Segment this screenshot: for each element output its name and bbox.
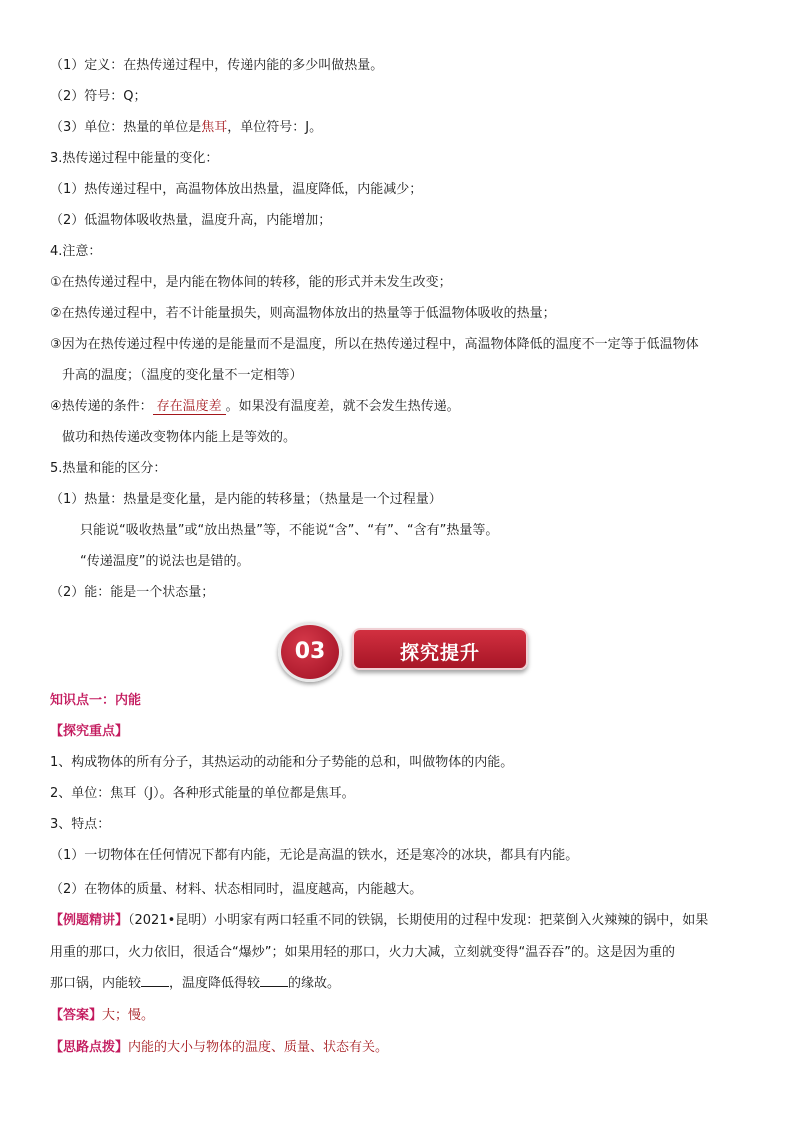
highlight-text: 焦耳: [201, 120, 228, 135]
heading: 5.热量和能的区分：: [50, 461, 167, 476]
text-line: （1）一切物体在任何情况下都有内能，无论是高温的铁水，还是寒冷的冰块，都具有内能。: [50, 848, 579, 863]
hint-text: 内能的大小与物体的温度、质量、状态有关。: [128, 1040, 389, 1055]
banner-number: 03: [294, 639, 326, 664]
text-line: [50, 119, 322, 137]
knowledge-point-title: 知识点一：内能: [50, 693, 142, 708]
section-banner: [278, 622, 530, 682]
text-line: [50, 398, 460, 416]
answer-blank: [260, 986, 288, 987]
text-line: 3、特点：: [50, 817, 111, 832]
heading: 4.注意：: [50, 244, 102, 259]
text-line: 2、单位：焦耳（J）。各种形式能量的单位都是焦耳。: [50, 786, 355, 801]
text-span: ④热传递的条件：: [50, 399, 153, 414]
hint-line: [50, 1039, 388, 1057]
example-label: 【例题精讲】: [50, 913, 129, 928]
example-line: [50, 975, 340, 993]
text-span: （2021•昆明）小明家有两口轻重不同的铁锅，长期使用的过程中发现：把菜倒入火辣辣的锅中，如果: [128, 913, 709, 928]
text-line: （1）定义：在热传递过程中，传递内能的多少叫做热量。: [50, 58, 384, 73]
focus-label: 【探究重点】: [50, 724, 129, 739]
hint-label: 【思路点拨】: [50, 1040, 129, 1055]
text-line: ①在热传递过程中，是内能在物体间的转移，能的形式并未发生改变；: [50, 275, 452, 290]
text-line: （2）低温物体吸收热量，温度升高，内能增加；: [50, 213, 332, 228]
example-line: [50, 912, 708, 930]
text-line: “传递温度”的说法也是错的。: [80, 554, 250, 569]
fill-answer: 存在温度差: [153, 399, 226, 415]
text-line: 升高的温度；（温度的变化量不一定相等）: [62, 368, 303, 383]
text-line: ②在热传递过程中，若不计能量损失，则高温物体放出的热量等于低温物体吸收的热量；: [50, 306, 556, 321]
text-span: ，温度降低得较: [169, 976, 261, 991]
text-line: 1、构成物体的所有分子，其热运动的动能和分子势能的总和，叫做物体的内能。: [50, 755, 514, 770]
answer-line: [50, 1007, 154, 1025]
text-span: ，单位符号：J。: [227, 120, 323, 135]
text-line: （1）热量：热量是变化量，是内能的转移量；（热量是一个过程量）: [50, 492, 442, 507]
text-span: 那口锅，内能较: [50, 976, 142, 991]
text-line: （2）能：能是一个状态量；: [50, 585, 215, 600]
text-span: 。如果没有温度差，就不会发生热传递。: [225, 399, 460, 414]
text-line: 做功和热传递改变物体内能上是等效的。: [62, 430, 297, 445]
text-span: 的缘故。: [288, 976, 341, 991]
banner-title: 探究提升: [399, 642, 480, 664]
answer-text: 大；慢。: [102, 1008, 155, 1023]
example-line: 用重的那口，火力依旧，很适合“爆炒”；如果用轻的那口，火力大减，立刻就变得“温吞吞”的。这是因为重的: [50, 945, 675, 960]
answer-blank: [141, 986, 169, 987]
text-line: （1）热传递过程中，高温物体放出热量，温度降低，内能减少；: [50, 182, 423, 197]
text-line: 只能说“吸收热量”或“放出热量”等，不能说“含”、“有”、“含有”热量等。: [80, 523, 499, 538]
text-span: （3）单位：热量的单位是: [50, 120, 202, 135]
text-line: ③因为在热传递过程中传递的是能量而不是温度，所以在热传递过程中，高温物体降低的温度不一定等于低温物体: [50, 337, 699, 352]
text-line: （2）在物体的质量、材料、状态相同时，温度越高，内能越大。: [50, 882, 423, 897]
heading: 3.热传递过程中能量的变化：: [50, 151, 219, 166]
answer-label: 【答案】: [50, 1008, 103, 1023]
text-line: （2）符号：Q；: [50, 89, 147, 104]
